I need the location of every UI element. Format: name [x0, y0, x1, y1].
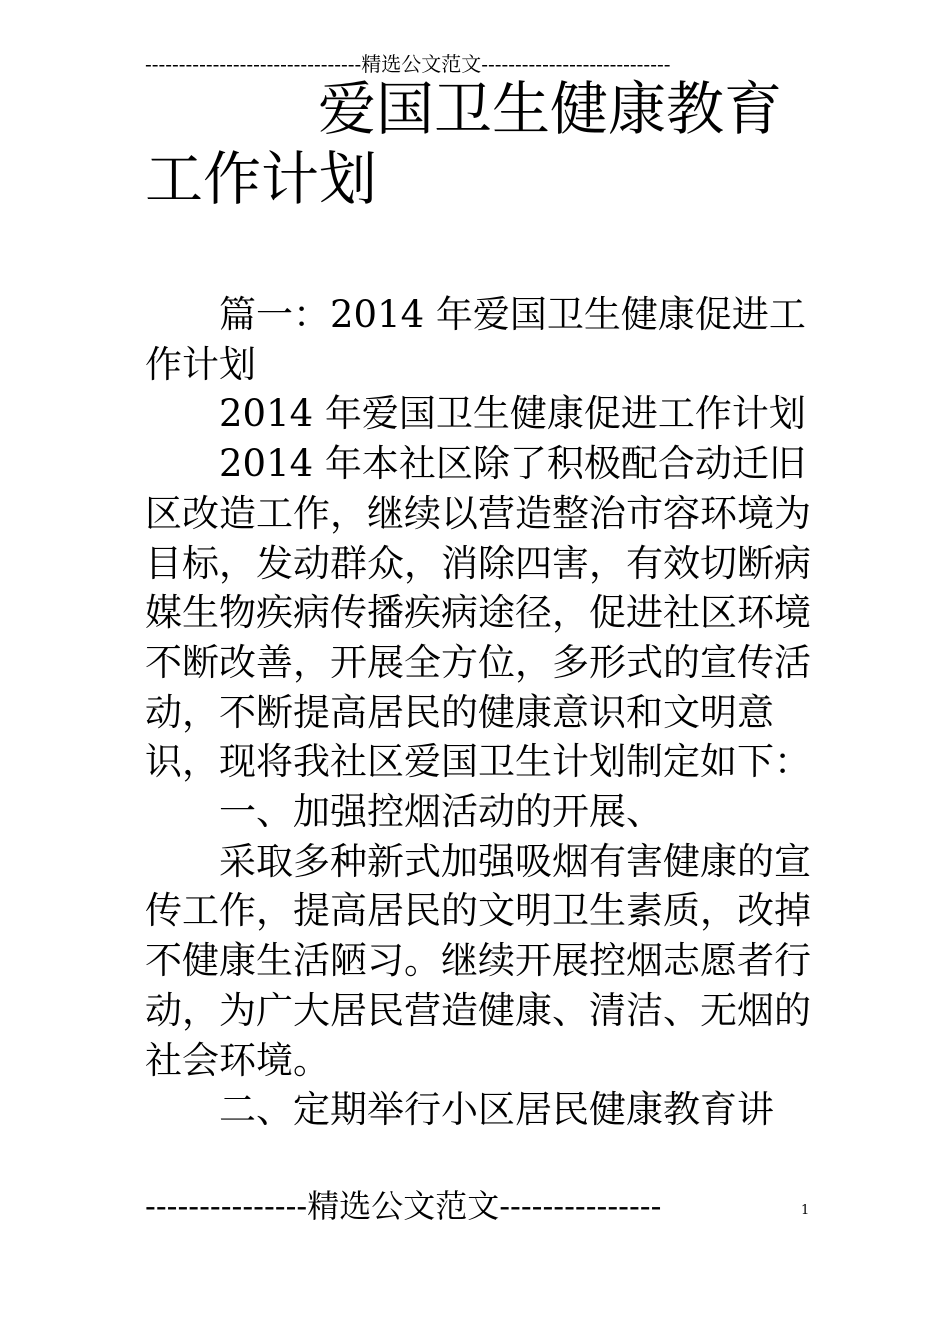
paragraph-smoking-control: 采取多种新式加强吸烟有害健康的宣传工作，提高居民的文明卫生素质，改掉不健康生活陋习。继续开展控烟志愿者行动，为广大居民营造健康、清洁、无烟的社会环境。	[145, 839, 811, 1082]
paragraph-section-title: 篇一：2014 年爱国卫生健康促进工作计划	[145, 293, 806, 386]
document-title	[145, 74, 815, 214]
page-number: 1	[801, 1203, 810, 1218]
document-body	[145, 290, 815, 1135]
title-line-2: 工作计划	[145, 145, 378, 213]
paragraph-heading-2: 二、定期举行小区居民健康教育讲	[219, 1088, 774, 1132]
title-line-1: 爱国卫生健康教育	[318, 75, 783, 143]
paragraph-heading-1: 一、加强控烟活动的开展、	[219, 790, 663, 834]
paragraph-intro: 2014 年本社区除了积极配合动迁旧区改造工作，继续以营造整治市容环境为目标，发动群众，消除四害，有效切断病媒生物疾病传播疾病途径，促进社区环境不断改善，开展全方位，多形式的宣传活动，不断提高居民的健康意识和文明意识，现将我社区爱国卫生计划制定如下：	[145, 442, 811, 784]
page-header: --------------------------------精选公文范文----------------------------	[145, 52, 671, 76]
paragraph-subtitle: 2014 年爱国卫生健康促进工作计划	[219, 392, 806, 436]
page-footer: ---------------精选公文范文---------------	[145, 1187, 662, 1225]
